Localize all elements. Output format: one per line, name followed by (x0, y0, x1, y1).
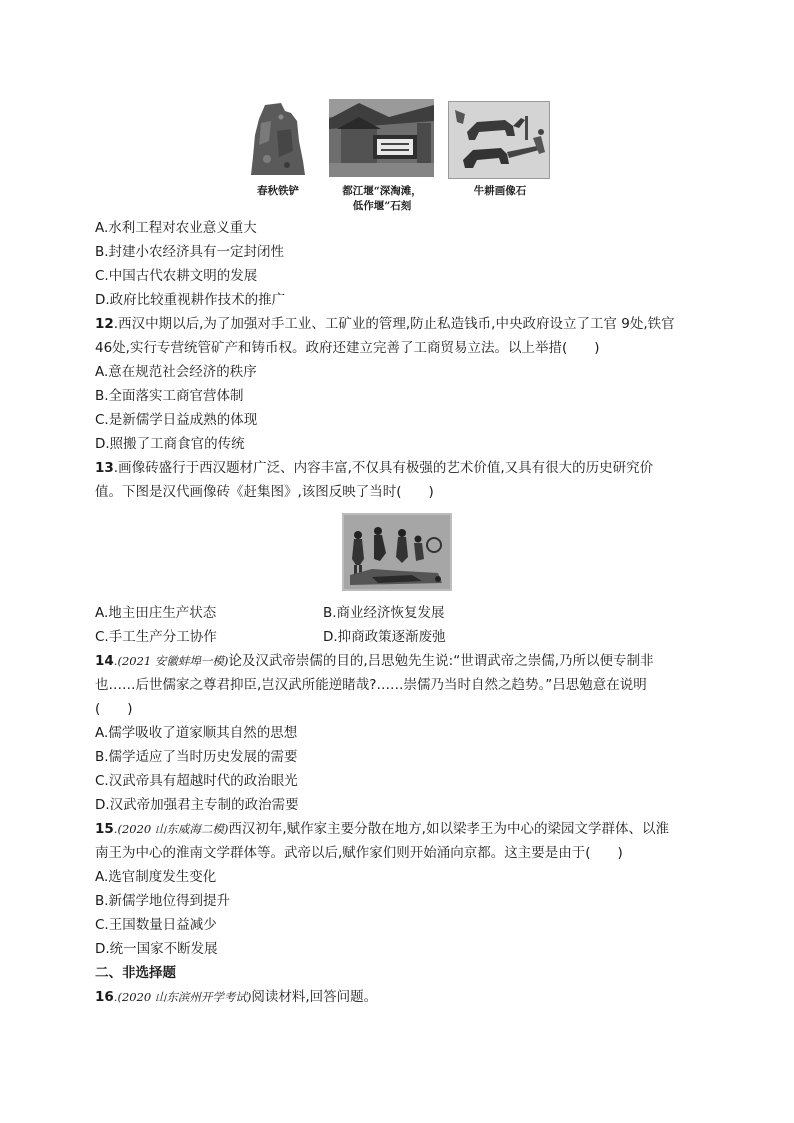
q11-option-d: D.政府比较重视耕作技术的推广 (95, 292, 286, 308)
q11-option-b: B.封建小农经济具有一定封闭性 (95, 244, 285, 260)
q12-stem-line2: 46处,实行专营统管矿产和铸币权。政府还建立完善了工商贸易立法。以上举措( ) (95, 340, 600, 356)
q15-stem-line1 (95, 819, 669, 839)
q12-number: 12 (95, 316, 114, 332)
q14-stem-text1: 论及汉武帝崇儒的目的,吕思勉先生说:“世谓武帝之崇儒,乃所以便专制非 (228, 653, 654, 669)
q11-option-c: C.中国古代农耕文明的发展 (95, 268, 258, 284)
market-brick-image (342, 513, 452, 591)
q15-number: 15 (95, 821, 114, 837)
q12-option-d: D.照搬了工商食官的传统 (95, 436, 245, 452)
q14-source: .(2021 安徽蚌埠一模) (113, 654, 229, 668)
section-heading-non-choice: 二、非选择题 (95, 965, 176, 981)
q11-option-a: A.水利工程对农业意义重大 (95, 220, 257, 236)
q12-stem-text1: .西汉中期以后,为了加强对手工业、工矿业的管理,防止私造钱币,中央政府设立了工官 9处,铁官 (113, 316, 675, 332)
q13-option-b: B.商业经济恢复发展 (323, 605, 445, 621)
dujiangyan-caption-line2: 低作堰”石刻 (352, 200, 412, 212)
dujiangyan-caption-line1: 都江堰“深淘滩， (342, 185, 422, 197)
q14-stem-line1 (95, 651, 653, 671)
q13-stem-line2: 值。下图是汉代画像砖《赶集图》,该图反映了当时( ) (95, 484, 434, 500)
q12-stem-line1 (95, 314, 675, 334)
iron-shovel-image (247, 101, 309, 177)
q12-option-b: B.全面落实工商官营体制 (95, 388, 244, 404)
q13-number: 13 (95, 460, 114, 476)
q15-option-d: D.统一国家不断发展 (95, 941, 218, 957)
q12-option-a: A.意在规范社会经济的秩序 (95, 364, 257, 380)
dujiangyan-image (329, 99, 434, 177)
q14-option-c: C.汉武帝具有超越时代的政治眼光 (95, 773, 298, 789)
iron-shovel-caption: 春秋铁铲 (257, 185, 299, 197)
q14-number: 14 (95, 653, 114, 669)
q13-stem-line1 (95, 458, 653, 478)
q16-stem-line1 (95, 987, 377, 1007)
ox-plowing-relief-image (448, 101, 550, 179)
q14-stem-line2: 也……后世儒家之尊君抑臣,岂汉武所能逆睹哉?……崇儒乃当时自然之趋势。”吕思勉意在说明 (95, 677, 647, 693)
q16-number: 16 (95, 989, 114, 1005)
q15-option-b: B.新儒学地位得到提升 (95, 893, 231, 909)
q15-option-a: A.选官制度发生变化 (95, 869, 217, 885)
q15-option-c: C.王国数量日益减少 (95, 917, 217, 933)
ox-plowing-caption: 牛耕画像石 (473, 185, 527, 197)
q15-stem-text1: 西汉初年,赋作家主要分散在地方,如以梁孝王为中心的梁园文学群体、以淮 (228, 821, 669, 837)
q15-stem-line2: 南王为中心的淮南文学群体等。武帝以后,赋作家们则开始涌向京都。这主要是由于( ) (95, 845, 623, 861)
q16-source: .(2020 山东滨州开学考试) (113, 990, 252, 1004)
q14-option-b: B.儒学适应了当时历史发展的需要 (95, 749, 298, 765)
q14-stem-line3: ( ) (95, 701, 133, 717)
q16-stem-text1: 阅读材料,回答问题。 (251, 989, 378, 1005)
q13-stem-text1: .画像砖盛行于西汉题材广泛、内容丰富,不仅具有极强的艺术价值,又具有很大的历史研究价 (113, 460, 654, 476)
q15-source: .(2020 山东威海二模) (113, 822, 229, 836)
q13-option-d: D.抑商政策逐渐废弛 (323, 629, 446, 645)
q13-option-c: C.手工生产分工协作 (95, 629, 217, 645)
q13-option-a: A.地主田庄生产状态 (95, 605, 217, 621)
q14-option-a: A.儒学吸收了道家顺其自然的思想 (95, 725, 298, 741)
q14-option-d: D.汉武帝加强君主专制的政治需要 (95, 797, 299, 813)
q12-option-c: C.是新儒学日益成熟的体现 (95, 412, 258, 428)
